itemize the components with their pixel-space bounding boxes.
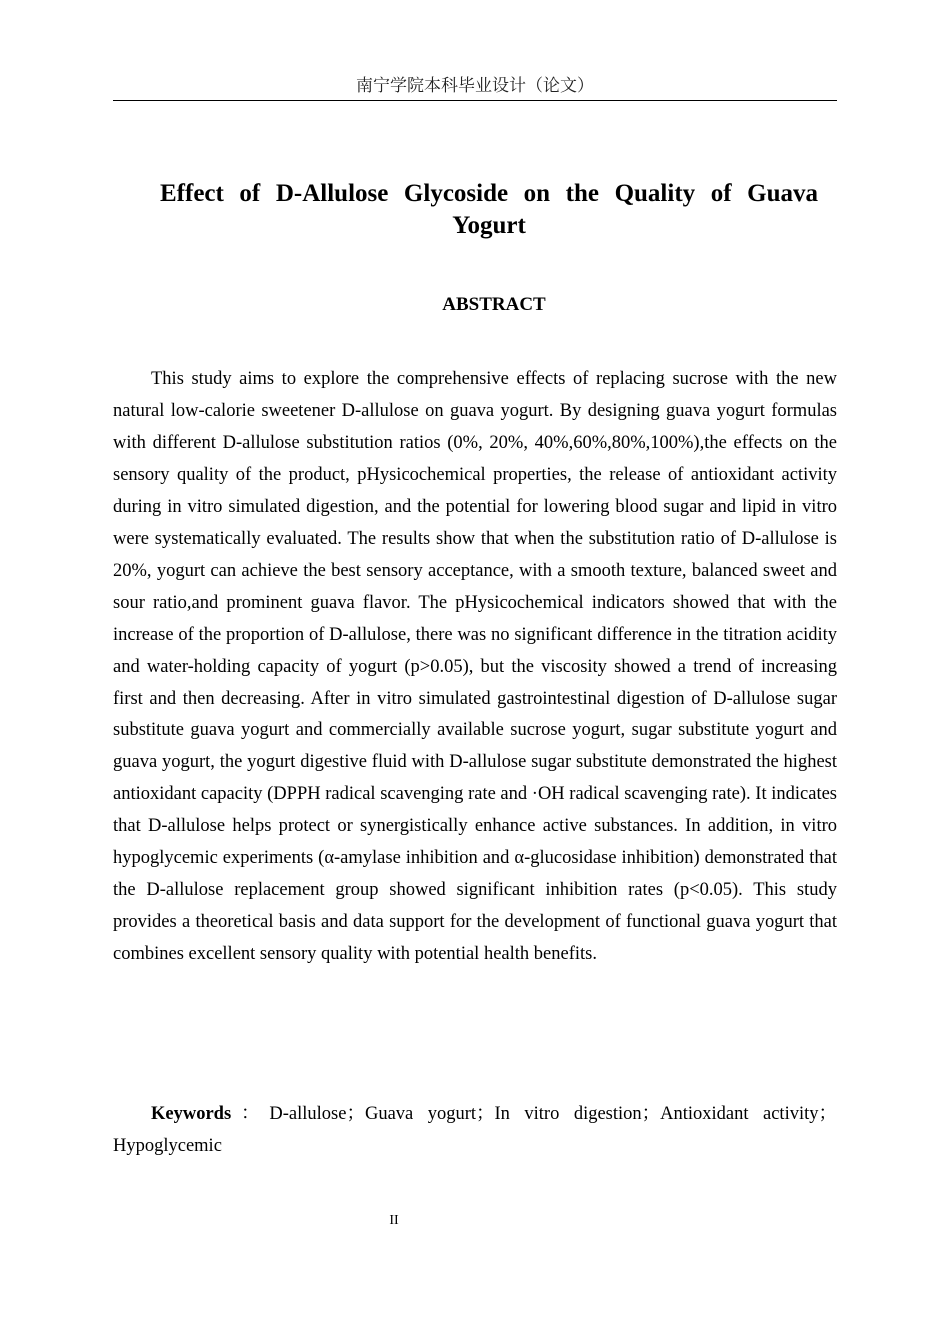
paper-title: Effect of D-Allulose Glycoside on the Quality of Guava Yogurt bbox=[160, 180, 818, 239]
keywords-separator: ： bbox=[231, 1104, 270, 1124]
keywords-text: D-allulose；Guava yogurt；In vitro digestion；Antioxidant activity；Hypoglycemic bbox=[113, 1104, 837, 1156]
running-header: 南宁学院本科毕业设计（论文） bbox=[356, 76, 594, 96]
keywords-paragraph bbox=[113, 1099, 837, 1163]
abstract-heading: ABSTRACT bbox=[442, 294, 546, 315]
abstract-body: This study aims to explore the comprehensive effects of replacing sucrose with the new natural low-calorie sweetener D-allulose on guava yogurt. By designing guava yogurt formulas with different D-allulose substitution ratios (0%, 20%, 40%,60%,80%,100%),the effects on the sensory quality of the product, pHysicochemical properties, the release of antioxidant activity during in vitro simulated digestion, and the potential for lowering blood sugar and lipid in vitro were systematically evaluated. The results show that when the substitution ratio of D-allulose is 20%, yogurt can achieve the best sensory acceptance, with a smooth texture, balanced sweet and sour ratio,and prominent guava flavor. The pHysicochemical indicators showed that with the increase of the proportion of D-allulose, there was no significant difference in the titration acidity and water-holding capacity of yogurt (p>0.05), but the viscosity showed a trend of increasing first and then decreasing. After in vitro simulated gastrointestinal digestion of D-allulose sugar substitute guava yogurt and commercially available sucrose yogurt, sugar substitute yogurt and guava yogurt, the yogurt digestive fluid with D-allulose sugar substitute demonstrated the highest antioxidant capacity (DPPH radical scavenging rate and ·OH radical scavenging rate). It indicates that D-allulose helps protect or synergistically enhance active substances. In addition, in vitro hypoglycemic experiments (α-amylase inhibition and α-glucosidase inhibition) demonstrated that the D-allulose replacement group showed significant inhibition rates (p<0.05). This study provides a theoretical basis and data support for the development of functional guava yogurt that combines excellent sensory quality with potential health benefits. bbox=[113, 369, 837, 965]
keywords-label: Keywords bbox=[151, 1104, 232, 1124]
page-number: II bbox=[389, 1213, 399, 1228]
header-rule bbox=[113, 100, 837, 101]
